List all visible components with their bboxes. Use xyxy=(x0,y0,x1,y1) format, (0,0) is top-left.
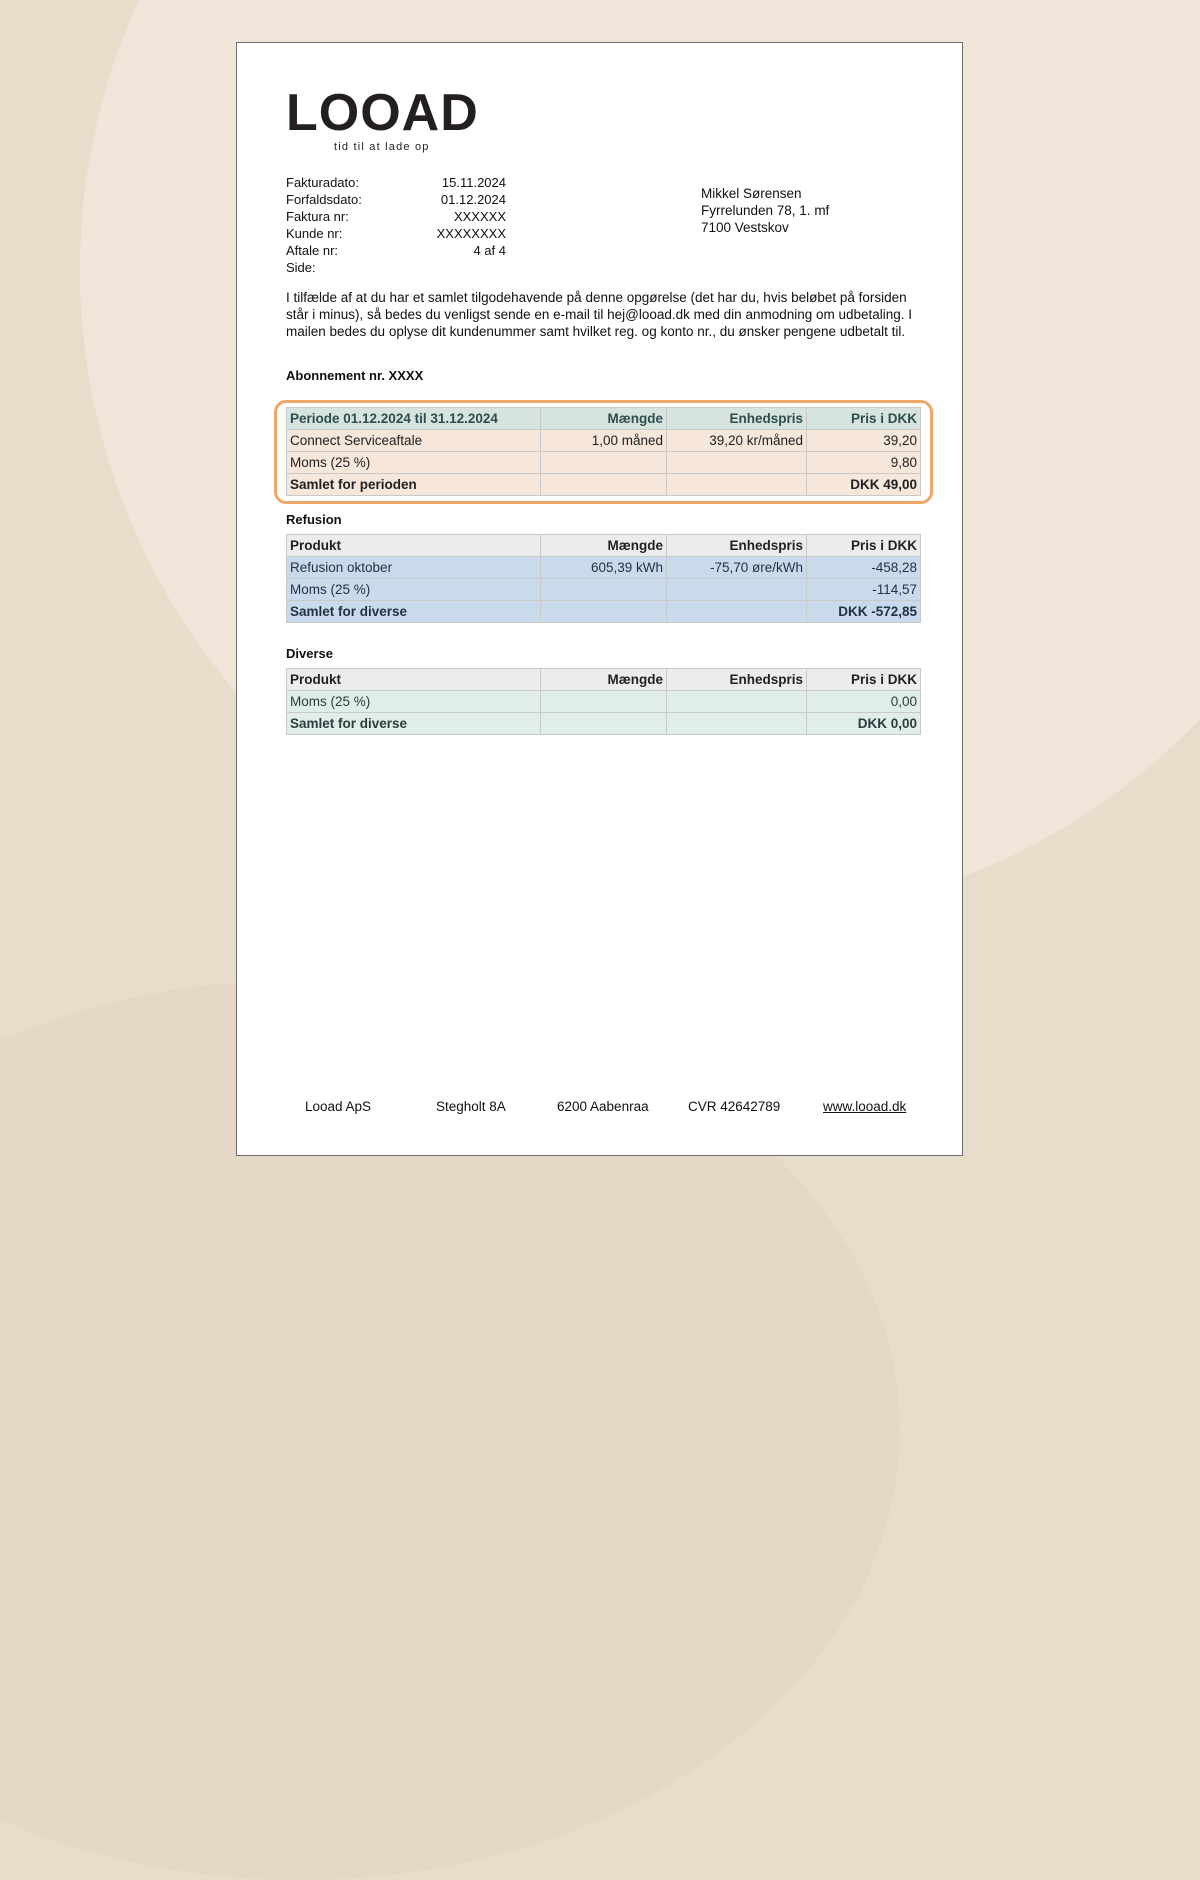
table-total-row: Samlet for diverse DKK 0,00 xyxy=(287,713,921,735)
refusion-title: Refusion xyxy=(286,512,342,527)
table-row: Moms (25 %) 0,00 xyxy=(287,691,921,713)
column-header: Produkt xyxy=(287,535,541,557)
column-header: Pris i DKK xyxy=(807,535,921,557)
meta-row: Faktura nr: XXXXXX xyxy=(286,209,506,224)
footer-website-link[interactable]: www.looad.dk xyxy=(823,1099,907,1114)
diverse-title: Diverse xyxy=(286,646,333,661)
column-header: Pris i DKK xyxy=(807,408,921,430)
meta-row: Aftale nr: 4 af 4 xyxy=(286,243,506,258)
diverse-table xyxy=(286,668,921,735)
period-highlight-frame xyxy=(274,400,933,504)
table-total-row: Samlet for perioden DKK 49,00 xyxy=(287,474,921,496)
column-header: Mængde xyxy=(541,669,667,691)
column-header: Enhedspris xyxy=(667,408,807,430)
column-header: Produkt xyxy=(287,669,541,691)
logo-tagline: tid til at lade op xyxy=(334,141,430,153)
table-header-row xyxy=(287,669,921,691)
table-total-row: Samlet for diverse DKK -572,85 xyxy=(287,601,921,623)
column-header: Enhedspris xyxy=(667,669,807,691)
logo-wordmark: LOOAD xyxy=(286,84,479,142)
footer-company: Looad ApS xyxy=(305,1099,372,1114)
recipient-address xyxy=(701,185,829,236)
recipient-city: 7100 Vestskov xyxy=(701,220,789,235)
subscription-title: Abonnement nr. XXXX xyxy=(286,368,424,383)
column-header: Mængde xyxy=(541,408,667,430)
footer-cvr: CVR 42642789 xyxy=(688,1099,781,1114)
table-header-row xyxy=(287,535,921,557)
table-row: Refusion oktober 605,39 kWh -75,70 øre/kWh -458,28 xyxy=(287,557,921,579)
recipient-street: Fyrrelunden 78, 1. mf xyxy=(701,203,830,218)
column-header: Mængde xyxy=(541,535,667,557)
table-row: Connect Serviceaftale 1,00 måned 39,20 kr/måned 39,20 xyxy=(287,430,921,452)
column-header: Enhedspris xyxy=(667,535,807,557)
invoice-page xyxy=(236,42,963,1156)
meta-row: Side: xyxy=(286,260,316,275)
recipient-name: Mikkel Sørensen xyxy=(701,186,802,201)
intro-paragraph: I tilfælde af at du har et samlet tilgodehavende på denne opgørelse (det har du, hvis beløbet på forsiden står i minus), så bedes du venligst sende en e-mail til hej@looad.dk med din anmodning om udbetaling. I mailen bedes du oplyse dit kundenummer samt hvilket reg. og konto nr., du ønsker pengene udbetalt til. xyxy=(286,290,913,339)
meta-row: Kunde nr: XXXXXXXX xyxy=(286,226,506,241)
footer-city: 6200 Aabenraa xyxy=(557,1099,649,1114)
footer-street: Stegholt 8A xyxy=(436,1099,506,1114)
meta-row: Fakturadato: 15.11.2024 xyxy=(286,175,506,190)
table-row: Moms (25 %) 9,80 xyxy=(287,452,921,474)
column-header: Pris i DKK xyxy=(807,669,921,691)
invoice-meta xyxy=(286,174,506,276)
looad-logo xyxy=(286,84,486,153)
column-header: Periode 01.12.2024 til 31.12.2024 xyxy=(287,408,541,430)
meta-row: Forfaldsdato: 01.12.2024 xyxy=(286,192,506,207)
table-row: Moms (25 %) -114,57 xyxy=(287,579,921,601)
refusion-table xyxy=(286,534,921,623)
